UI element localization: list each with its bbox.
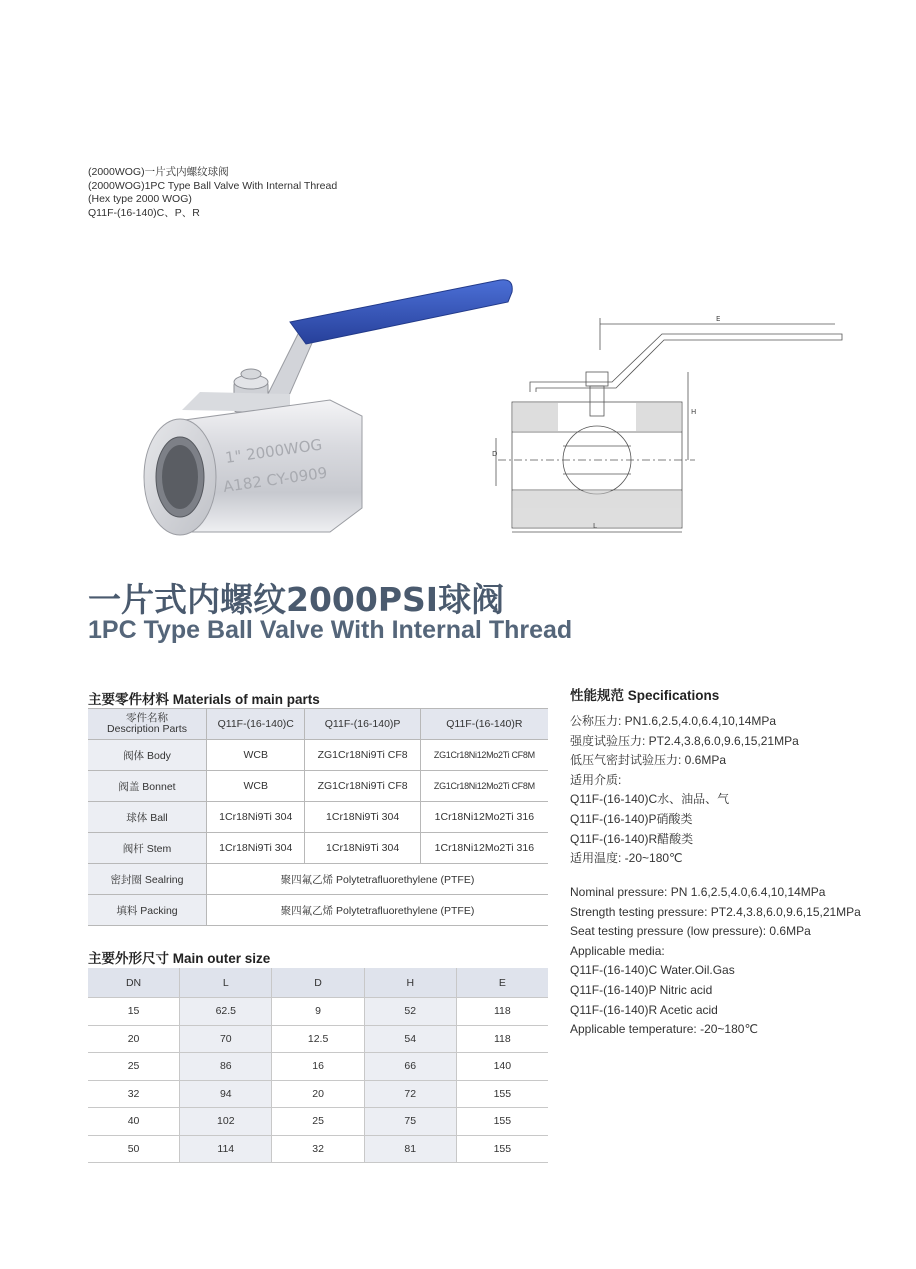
dim-label-l: L xyxy=(593,522,597,530)
part-name: 阀体 Body xyxy=(88,740,207,771)
cell: 9 xyxy=(272,998,364,1026)
cell: 155 xyxy=(456,1135,548,1163)
table-row xyxy=(88,771,548,802)
dim-label-d: D xyxy=(492,450,498,458)
cell: 32 xyxy=(88,1080,180,1108)
cell: 140 xyxy=(456,1053,548,1081)
spec-line: Q11F-(16-140)P硝酸类 xyxy=(570,811,693,826)
cell: 81 xyxy=(364,1135,456,1163)
part-name: 密封圈 Sealring xyxy=(88,864,207,895)
material-r: ZG1Cr18Ni12Mo2Ti CF8M xyxy=(420,771,548,802)
header-line-hex: (Hex type 2000 WOG) xyxy=(88,193,192,205)
specifications-title: 性能规范 Specifications xyxy=(570,688,720,703)
table-row xyxy=(88,1080,548,1108)
spec-line: Seat testing pressure (low pressure): 0.6MPa xyxy=(570,924,811,939)
body-marking-2: A182 CY-0909 xyxy=(222,463,329,496)
col-header: E xyxy=(456,968,548,998)
spec-line: Q11F-(16-140)R醋酸类 xyxy=(570,831,694,846)
cell: 54 xyxy=(364,1025,456,1053)
col-header: D xyxy=(272,968,364,998)
specifications-cn xyxy=(570,712,799,869)
material-r: ZG1Cr18Ni12Mo2Ti CF8M xyxy=(420,740,548,771)
cell: 52 xyxy=(364,998,456,1026)
material-c: 1Cr18Ni9Ti 304 xyxy=(207,833,305,864)
cell: 155 xyxy=(456,1080,548,1108)
cell: 118 xyxy=(456,998,548,1026)
part-name: 填料 Packing xyxy=(88,895,207,926)
part-name: 阀盖 Bonnet xyxy=(88,771,207,802)
header-line-model: Q11F-(16-140)C、P、R xyxy=(88,206,200,219)
cell: 15 xyxy=(88,998,180,1026)
cell: 118 xyxy=(456,1025,548,1053)
cell: 20 xyxy=(88,1025,180,1053)
table-row xyxy=(88,1025,548,1053)
header-part xyxy=(88,709,207,740)
material-p: 1Cr18Ni9Ti 304 xyxy=(305,802,420,833)
material-r: 1Cr18Ni12Mo2Ti 316 xyxy=(420,802,548,833)
header-line-cn: (2000WOG)一片式内螺纹球阀 xyxy=(88,166,229,178)
table-row xyxy=(88,833,548,864)
page-title-en: 1PC Type Ball Valve With Internal Thread xyxy=(88,616,573,644)
spec-line: 公称压力: PN1.6,2.5,4.0,6.4,10,14MPa xyxy=(570,714,777,728)
col-header: DN xyxy=(88,968,180,998)
page-title-cn: 一片式内螺纹2000PSI球阀 xyxy=(88,580,505,619)
cell: 50 xyxy=(88,1135,180,1163)
table-row xyxy=(88,998,548,1026)
spec-line: 适用温度: -20~180℃ xyxy=(570,851,683,866)
spec-line: 强度试验压力: PT2.4,3.8,6.0,9.6,15,21MPa xyxy=(570,733,799,748)
cell: 75 xyxy=(364,1108,456,1136)
cell: 155 xyxy=(456,1108,548,1136)
materials-title: 主要零件材料 Materials of main parts xyxy=(88,692,320,707)
spec-line: Q11F-(16-140)R Acetic acid xyxy=(570,1002,718,1017)
cell: 86 xyxy=(180,1053,272,1081)
table-row xyxy=(88,1108,548,1136)
dim-label-h: H xyxy=(691,408,697,416)
cell: 94 xyxy=(180,1080,272,1108)
material-c: WCB xyxy=(207,740,305,771)
spec-line: Strength testing pressure: PT2.4,3.8,6.0,9.6,15,21MPa xyxy=(570,904,861,919)
cell: 66 xyxy=(364,1053,456,1081)
cell: 32 xyxy=(272,1135,364,1163)
material-p: 1Cr18Ni9Ti 304 xyxy=(305,833,420,864)
cell: 70 xyxy=(180,1025,272,1053)
cell: 114 xyxy=(180,1135,272,1163)
material-p: ZG1Cr18Ni9Ti CF8 xyxy=(305,740,420,771)
body-marking-1: 1" 2000WOG xyxy=(224,435,324,467)
cell: 40 xyxy=(88,1108,180,1136)
spec-line: Q11F-(16-140)C Water.Oil.Gas xyxy=(570,963,735,978)
material-c: 1Cr18Ni9Ti 304 xyxy=(207,802,305,833)
cell: 102 xyxy=(180,1108,272,1136)
outer-size-table xyxy=(88,968,548,1163)
spec-line: Nominal pressure: PN 1.6,2.5,4.0,6.4,10,14MPa xyxy=(570,885,826,899)
table-header-row xyxy=(88,968,548,998)
spec-line: Applicable temperature: -20~180℃ xyxy=(570,1022,758,1037)
header-block xyxy=(88,166,337,220)
header-r: Q11F-(16-140)R xyxy=(420,709,548,740)
materials-table xyxy=(88,708,548,926)
material-merged: 聚四氟乙烯 Polytetrafluorethylene (PTFE) xyxy=(207,864,549,895)
header-p: Q11F-(16-140)P xyxy=(305,709,420,740)
table-row xyxy=(88,895,548,926)
spec-line: Q11F-(16-140)P Nitric acid xyxy=(570,982,713,997)
part-name: 球体 Ball xyxy=(88,802,207,833)
material-r: 1Cr18Ni12Mo2Ti 316 xyxy=(420,833,548,864)
ball-valve-photo xyxy=(140,270,530,550)
valve-section-drawing xyxy=(490,310,850,540)
header-c: Q11F-(16-140)C xyxy=(207,709,305,740)
col-header: H xyxy=(364,968,456,998)
cell: 12.5 xyxy=(272,1025,364,1053)
header-line-en: (2000WOG)1PC Type Ball Valve With Internal Thread xyxy=(88,179,338,192)
part-name: 阀杆 Stem xyxy=(88,833,207,864)
outer-size-title: 主要外形尺寸 Main outer size xyxy=(88,951,271,966)
material-merged: 聚四氟乙烯 Polytetrafluorethylene (PTFE) xyxy=(207,895,549,926)
spec-line: 低压气密封试验压力: 0.6MPa xyxy=(570,753,727,768)
cell: 20 xyxy=(272,1080,364,1108)
cell: 62.5 xyxy=(180,998,272,1026)
header-part-en: Description Parts xyxy=(107,723,187,735)
dim-label-e: E xyxy=(716,315,721,323)
cell: 16 xyxy=(272,1053,364,1081)
material-c: WCB xyxy=(207,771,305,802)
table-row xyxy=(88,1053,548,1081)
material-p: ZG1Cr18Ni9Ti CF8 xyxy=(305,771,420,802)
col-header: L xyxy=(180,968,272,998)
specifications-en xyxy=(570,883,861,1040)
spec-line: 适用介质: xyxy=(570,772,622,787)
table-row xyxy=(88,1135,548,1163)
cell: 25 xyxy=(272,1108,364,1136)
header-part-cn: 零件名称 xyxy=(126,712,168,724)
table-row xyxy=(88,864,548,895)
cell: 72 xyxy=(364,1080,456,1108)
spec-line: Q11F-(16-140)C水、油品、气 xyxy=(570,792,730,807)
table-row xyxy=(88,802,548,833)
spec-line: Applicable media: xyxy=(570,943,665,958)
table-row xyxy=(88,740,548,771)
cell: 25 xyxy=(88,1053,180,1081)
table-header-row xyxy=(88,709,548,740)
